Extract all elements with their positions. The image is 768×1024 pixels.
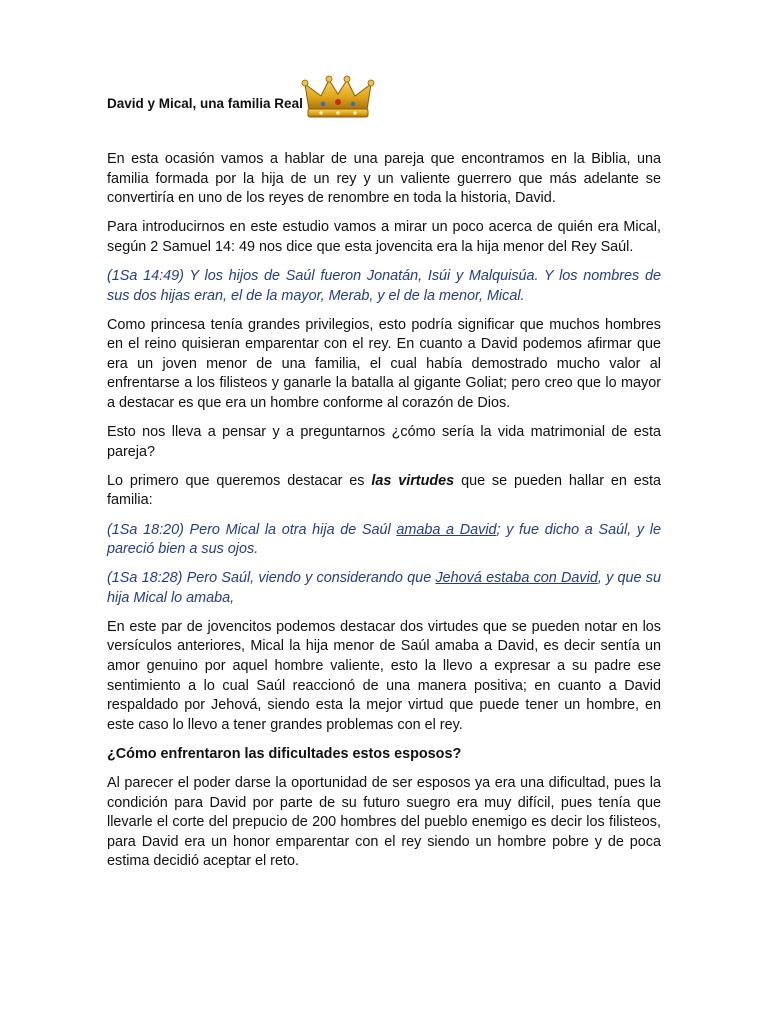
page-title: David y Mical, una familia Real (107, 96, 303, 111)
virtues-text-after: que se pueden hallar en esta familia: (107, 472, 661, 509)
verse-1sa-18-28 (107, 569, 661, 608)
paragraph-privileges: Como princesa tenía grandes privilegios, esto podría significar que muchos hombres en el reino quisieran emparentar con el rey. En cuanto a David podemos afirmar que era un joven menor de una familia, el cual había demostrado mucho valor al enfrentarse a los filisteos y ganarle la batalla al gigante Goliat; pero creo que lo mayor a destacar es que era un hombre conforme al corazón de Dios. (107, 316, 661, 412)
paragraph-mical: Para introducirnos en este estudio vamos a mirar un poco acerca de quién era Mical, según 2 Samuel 14: 49 nos dice que esta jovencita era la hija menor del Rey Saúl. (107, 219, 661, 255)
verse-1sa-14-49: (1Sa 14:49) Y los hijos de Saúl fueron Jonatán, Isúi y Malquisúa. Y los nombres de sus dos hijas eran, el de la mayor, Merab, y el de la menor, Mical. (107, 267, 661, 304)
document-body (107, 150, 661, 882)
verse3-underlined: Jehová estaba con David (435, 570, 598, 587)
paragraph-question: Esto nos lleva a pensar y a preguntarnos ¿cómo sería la vida matrimonial de esta pareja? (107, 424, 661, 460)
section-heading-difficulties: ¿Cómo enfrentaron las dificultades estos esposos? (107, 745, 462, 762)
verse3-before: (1Sa 18:28) Pero Saúl, viendo y considerando que (107, 570, 436, 587)
verse2-before: (1Sa 18:20) Pero Mical la otra hija de Saúl (107, 521, 397, 538)
paragraph-intro: En esta ocasión vamos a hablar de una pareja que encontramos en la Biblia, una familia formada por la hija de un rey y un valiente guerrero que más adelante se convertiría en uno de los reyes de renombre en toda la historia, David. (107, 151, 661, 207)
verse2-underlined: amaba a David (396, 521, 497, 538)
verse2-after: ; y fue dicho a Saúl, y le pareció bien a sus ojos. (107, 521, 661, 558)
virtues-emphasis: las virtudes (371, 472, 455, 489)
paragraph-difficulties: Al parecer el poder darse la oportunidad de ser esposos ya era una dificultad, pues la condición para David por parte de su futuro suegro era muy difícil, pues tenía que llevarle el corte del prepucio de 200 hombres del pueblo enemigo es decir los filisteos, para David era un honor emparentar con el rey siendo un hombre pobre y de poca estima decidió aceptar el reto. (107, 775, 661, 870)
verse3-after: , y que su hija Mical lo amaba, (107, 570, 661, 606)
paragraph-virtues (107, 472, 661, 511)
virtues-text-before: Lo primero que queremos destacar es (107, 472, 372, 489)
paragraph-two-virtues: En este par de jovencitos podemos destacar dos virtudes que se pueden notar en los versículos anteriores, Mical la hija menor de Saúl amaba a David, es decir sentía un amor genuino por aquel hombre valiente, esto la llevo a expresar a su padre ese sentimiento a lo cual Saúl reaccionó de una manera positiva; en cuanto a David respaldado por Jehová, siendo esta la mejor virtud que puede tener un hombre, en este caso lo llevo a tener grandes problemas con el rey. (107, 618, 661, 733)
verse-1sa-18-20 (107, 521, 661, 560)
crown-icon (301, 72, 375, 120)
title-row (107, 72, 375, 120)
